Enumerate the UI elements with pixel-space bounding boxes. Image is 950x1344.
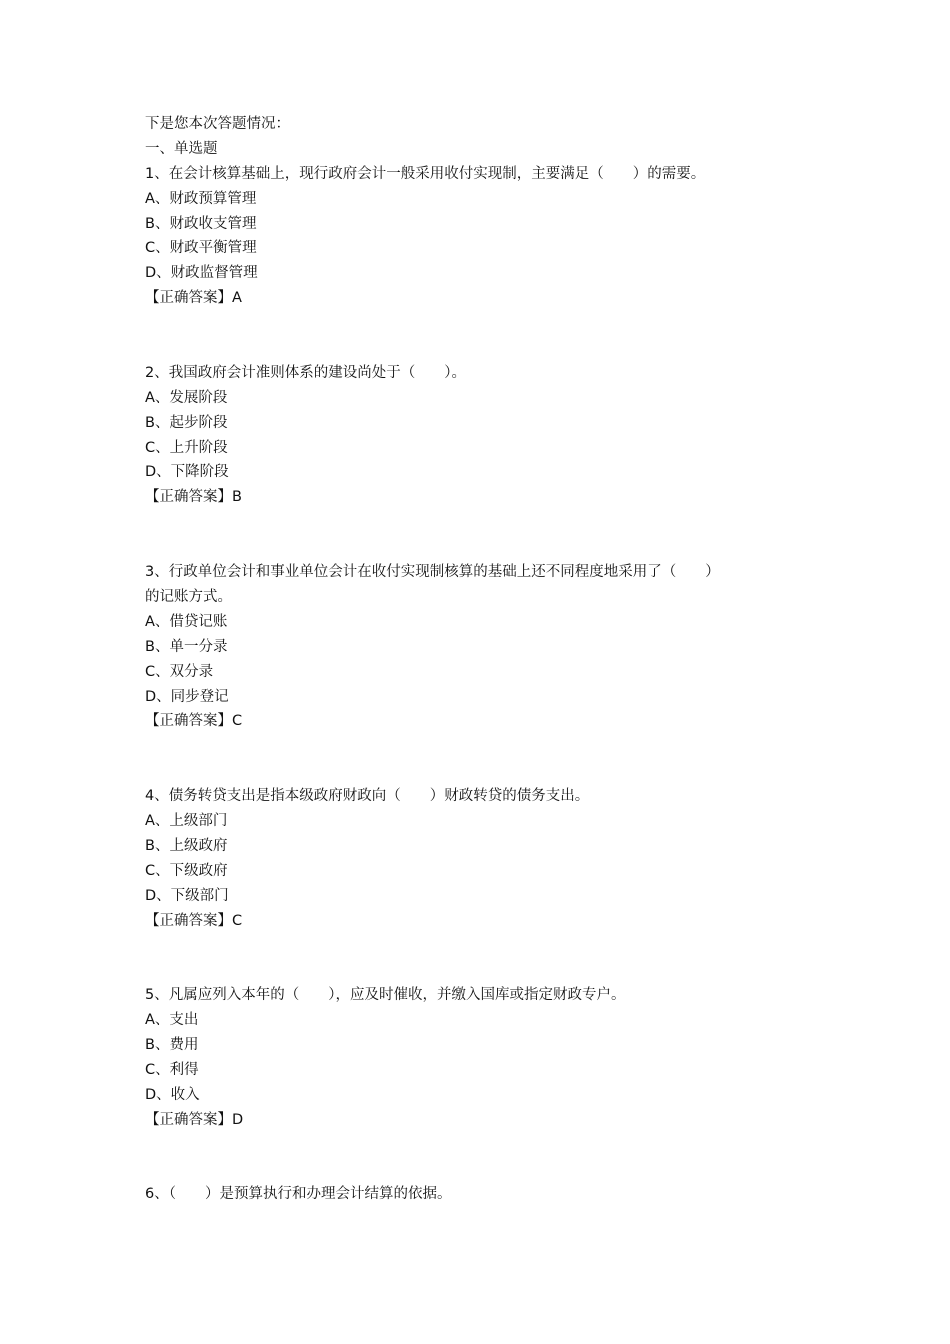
question-4 xyxy=(145,784,825,933)
option-d: D、收入 xyxy=(145,1086,200,1103)
option-d: D、同步登记 xyxy=(145,688,229,705)
question-stem-continued: 的记账方式。 xyxy=(145,588,232,605)
option-a: A、借贷记账 xyxy=(145,613,228,630)
correct-answer: 【正确答案】C xyxy=(145,713,243,730)
option-c: C、利得 xyxy=(145,1061,199,1078)
option-c: C、下级政府 xyxy=(145,862,228,879)
question-2 xyxy=(145,361,825,510)
option-b: B、起步阶段 xyxy=(145,414,228,431)
correct-answer: 【正确答案】A xyxy=(145,290,242,307)
option-b: B、费用 xyxy=(145,1037,199,1054)
correct-answer: 【正确答案】C xyxy=(145,912,243,929)
question-stem: 2、我国政府会计准则体系的建设尚处于（ ）。 xyxy=(145,364,466,381)
intro-text: 下是您本次答题情况： xyxy=(145,116,290,132)
option-a: A、上级部门 xyxy=(145,812,228,829)
question-stem: 5、凡属应列入本年的（ ），应及时催收，并缴入国库或指定财政专户。 xyxy=(145,987,626,1004)
correct-answer: 【正确答案】B xyxy=(145,489,242,506)
question-1 xyxy=(145,162,825,311)
option-c: C、财政平衡管理 xyxy=(145,240,257,257)
option-c: C、双分录 xyxy=(145,663,214,680)
document-page xyxy=(145,112,825,1257)
section-heading: 一、单选题 xyxy=(145,140,218,157)
option-b: B、上级政府 xyxy=(145,837,228,854)
option-a: A、发展阶段 xyxy=(145,389,228,406)
option-d: D、下级部门 xyxy=(145,887,229,904)
correct-answer: 【正确答案】D xyxy=(145,1111,244,1128)
option-c: C、上升阶段 xyxy=(145,439,228,456)
option-b: B、财政收支管理 xyxy=(145,215,257,232)
option-d: D、下降阶段 xyxy=(145,464,229,481)
option-a: A、财政预算管理 xyxy=(145,190,257,207)
question-stem: 6、（ ）是预算执行和办理会计结算的依据。 xyxy=(145,1186,452,1203)
question-5 xyxy=(145,983,825,1132)
question-6 xyxy=(145,1182,825,1207)
option-d: D、财政监督管理 xyxy=(145,265,258,282)
question-stem: 4、债务转贷支出是指本级政府财政向（ ）财政转贷的债务支出。 xyxy=(145,788,590,805)
question-stem: 1、在会计核算基础上，现行政府会计一般采用收付实现制，主要满足（ ）的需要。 xyxy=(145,165,706,182)
question-stem: 3、行政单位会计和事业单位会计在收付实现制核算的基础上还不同程度地采用了（ ） xyxy=(145,564,720,581)
option-a: A、支出 xyxy=(145,1012,199,1029)
question-3 xyxy=(145,560,825,734)
option-b: B、单一分录 xyxy=(145,638,228,655)
